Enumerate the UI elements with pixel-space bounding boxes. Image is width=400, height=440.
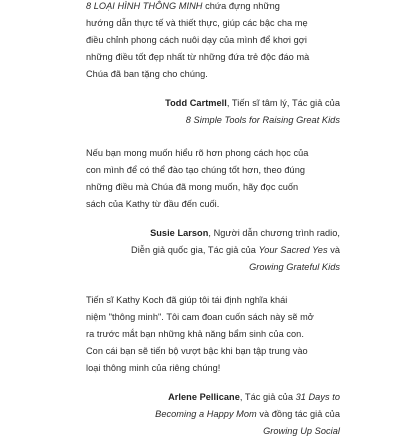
book-title: Growing Grateful Kids [249,262,340,272]
attribution-line: Arlene Pellicane, Tác giả của 31 Days to [168,392,340,402]
testimonial-3 [86,292,340,440]
quote-line: những điều mà Chúa đã mong muốn, hãy đọc cuốn [86,182,299,192]
author-name: Susie Larson [150,228,209,238]
author-name: Todd Cartmell [165,98,227,108]
quote-line: Nếu bạn mong muốn hiểu rõ hơn phong cách học của [86,148,309,158]
quote-line: hướng dẫn thực tế và thiết thực, giúp các bậc cha mẹ [86,18,308,28]
quote-line: con mình để có thể đào tạo chúng tốt hơn, theo đúng [86,165,306,175]
quote-line: ra trước mắt bạn những khả năng bẩm sinh của con. [86,329,304,339]
attribution-line: Diễn giả quốc gia, Tác giả của Your Sacred Yes và [131,245,340,255]
author-name: Arlene Pellicane [168,392,240,402]
attribution-line: Susie Larson, Người dẫn chương trình radio, [150,228,340,238]
attribution-line [86,112,340,129]
quote-line: Con cái bạn sẽ tiến bộ vượt bậc khi bạn tập trung vào [86,346,308,356]
book-title: Becoming a Happy Mom [155,409,257,419]
testimonial-2 [86,145,340,276]
book-title: Your Sacred Yes [258,245,328,255]
quote-line: 8 LOẠI HÌNH THÔNG MINH chứa đựng những [86,1,280,11]
book-title: Growing Up Social [263,426,340,436]
quote-line: sách của Kathy từ đầu đến cuối. [86,199,220,209]
quote-line: những điều tốt đẹp nhất từ những đứa trẻ độc đáo mà [86,52,310,62]
quote-line: loại thông minh của riêng chúng! [86,363,221,373]
attribution-line [86,423,340,440]
book-title: 31 Days to [295,392,340,402]
testimonial-1 [86,0,340,129]
quote-line: niệm "thông minh". Tôi cam đoan cuốn sách này sẽ mở [86,312,314,322]
book-title: 8 Simple Tools for Raising Great Kids [185,115,340,125]
quote-line: Chúa đã ban tặng cho chúng. [86,69,208,79]
testimonials-page [86,0,340,440]
quote-line: điều chỉnh phong cách nuôi dạy của mình để khơi gợi [86,35,307,45]
attribution-line [86,259,340,276]
quote-line: Tiến sĩ Kathy Koch đã giúp tôi tái định nghĩa khái [86,295,288,305]
attribution-line: Becoming a Happy Mom và đồng tác giả của [155,409,340,419]
attribution-line: Todd Cartmell, Tiến sĩ tâm lý, Tác giả của [165,98,340,108]
